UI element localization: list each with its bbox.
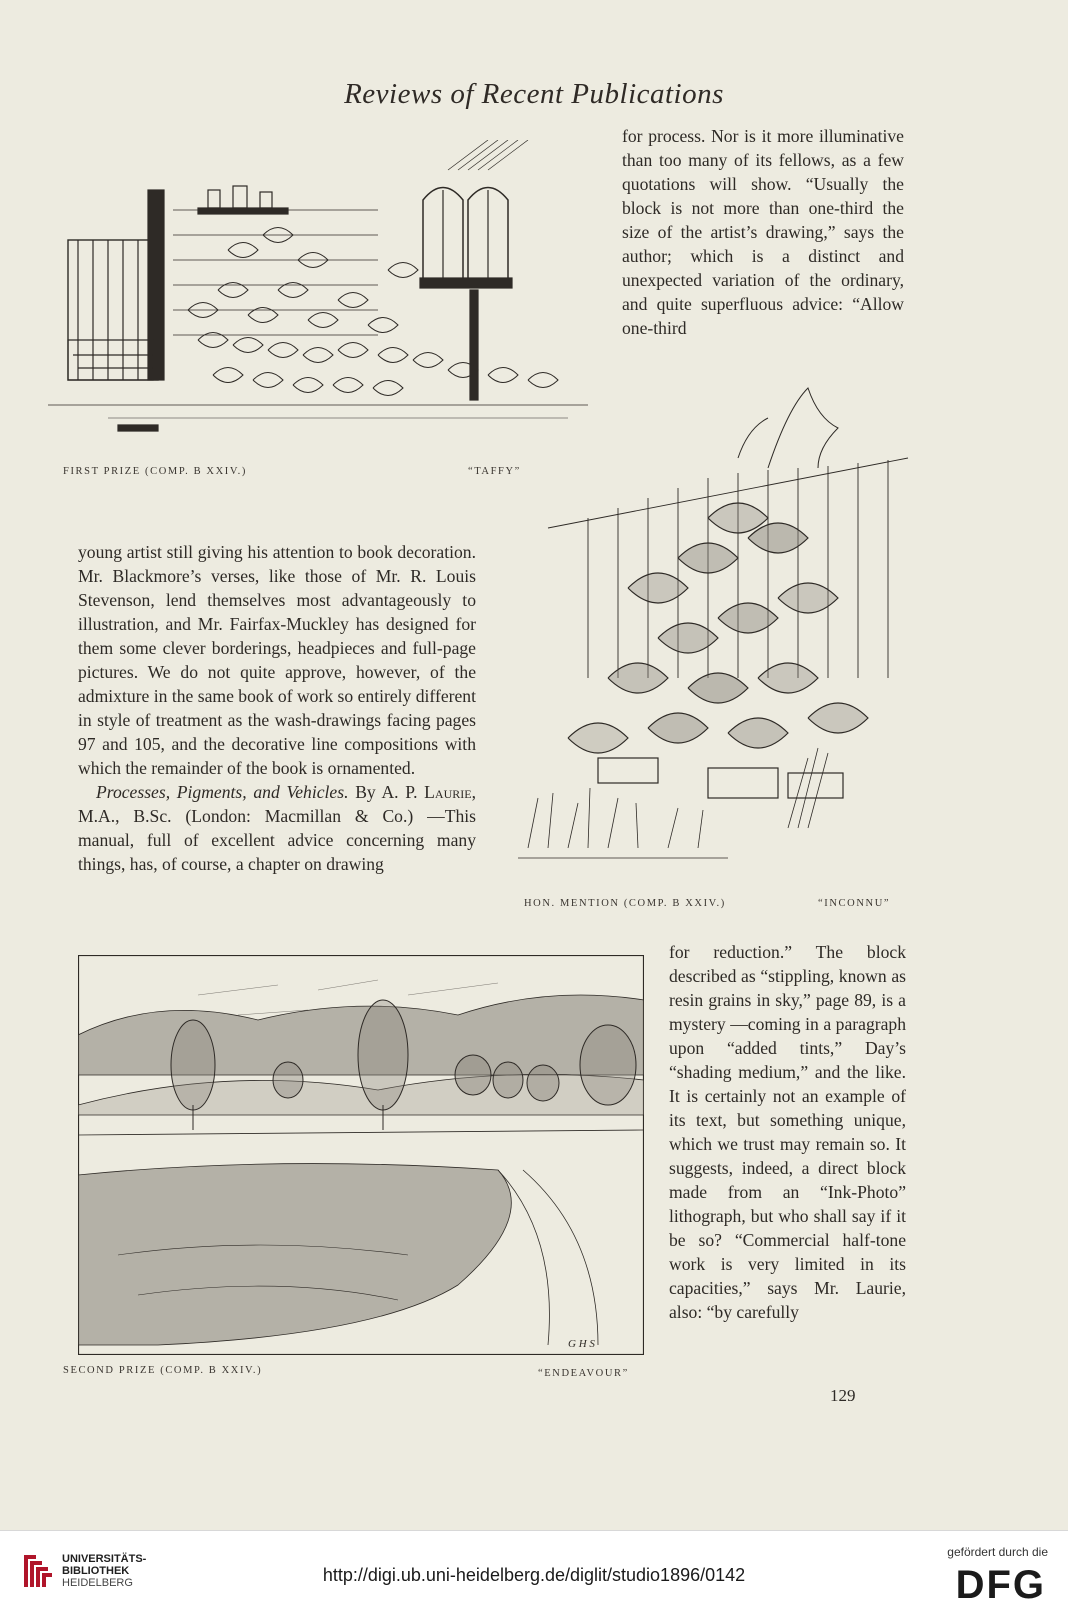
figure-hon-mention [508,378,918,888]
caption-hon-mention: HON. MENTION (COMP. B XXIV.) [524,898,726,909]
caption-inconnu: “INCONNU” [818,898,891,909]
sponsor-label: gefördert durch die [947,1545,1048,1559]
text-top-right [622,124,904,340]
permalink-url[interactable]: http://digi.ub.uni-heidelberg.de/diglit/studio1896/0142 [322,1565,746,1585]
footer-bar [0,1530,1068,1616]
paragraph [78,780,476,876]
paragraph: young artist still giving his attention to book decoration. Mr. Blackmore’s verses, like those of Mr. R. Louis Stevenson, lend themselves most advantageously to illustration, and Mr. Fairfax-Muckley has designed for them some clever borderings, headpieces and full-page pictures. We do not quite approve, however, of the admixture in the same book of work so entirely different in style of treatment as the wash-drawings facing pages 97 and 105, and the decorative line compositions with which the remainder of the book is ornamented. [78,542,476,778]
caption-taffy: “TAFFY” [468,466,521,477]
library-line: BIBLIOTHEK [62,1565,130,1577]
caption-second-prize: SECOND PRIZE (COMP. B XXIV.) [63,1365,263,1376]
text-bottom-right [669,940,906,1324]
page-number: 129 [830,1386,856,1405]
author-name: Laurie [424,782,472,802]
by-label: By A. P. [355,782,418,802]
caption-endeavour: “ENDEAVOUR” [538,1368,629,1379]
paragraph: for reduction.” The block described as “stippling, known as resin grains in sky,” page 89, is a mystery —coming in a paragraph upon “added tints,” Day’s “shading medium,” and the like. It is certainly not an example of its text, but something unique, which we trust may remain so. It suggests, indeed, a direct block made from an “Ink-Photo” lithograph, but who shall say if it be so? “Commercial half-tone work is very limited in its capacities,” says Mr. Laurie, also: “by carefully [669,942,906,1322]
page-title: Reviews of Recent Publications [344,78,724,110]
dfg-logo[interactable]: DFG [955,1563,1046,1607]
artist-signature: G H S [568,1338,595,1350]
book-title: Processes, Pigments, and Vehicles. [96,782,349,802]
landscape-drawing [78,955,644,1355]
garden-plants-drawing [508,378,918,888]
paragraph-rest: , M.A., B.Sc. (London: Macmillan & Co.) —This manual, full of excellent advice concerning many things, has, of course, a chapter on drawing [78,782,476,874]
text-middle-left [78,540,476,876]
figure-second-prize [78,955,644,1355]
caption-first-prize: FIRST PRIZE (COMP. B XXIV.) [63,466,248,477]
library-line: UNIVERSITÄTS- [62,1553,147,1565]
library-line: HEIDELBERG [62,1577,133,1589]
paragraph: for process. Nor is it more illuminative than too many of its fellows, as a few quotations will show. “Usually the block is not more than one-third the size of the artist’s drawing,” says the author; which is a distinct and unexpected variation of the ordinary, and quite superfluous advice: “Allow one-third [622,126,904,338]
